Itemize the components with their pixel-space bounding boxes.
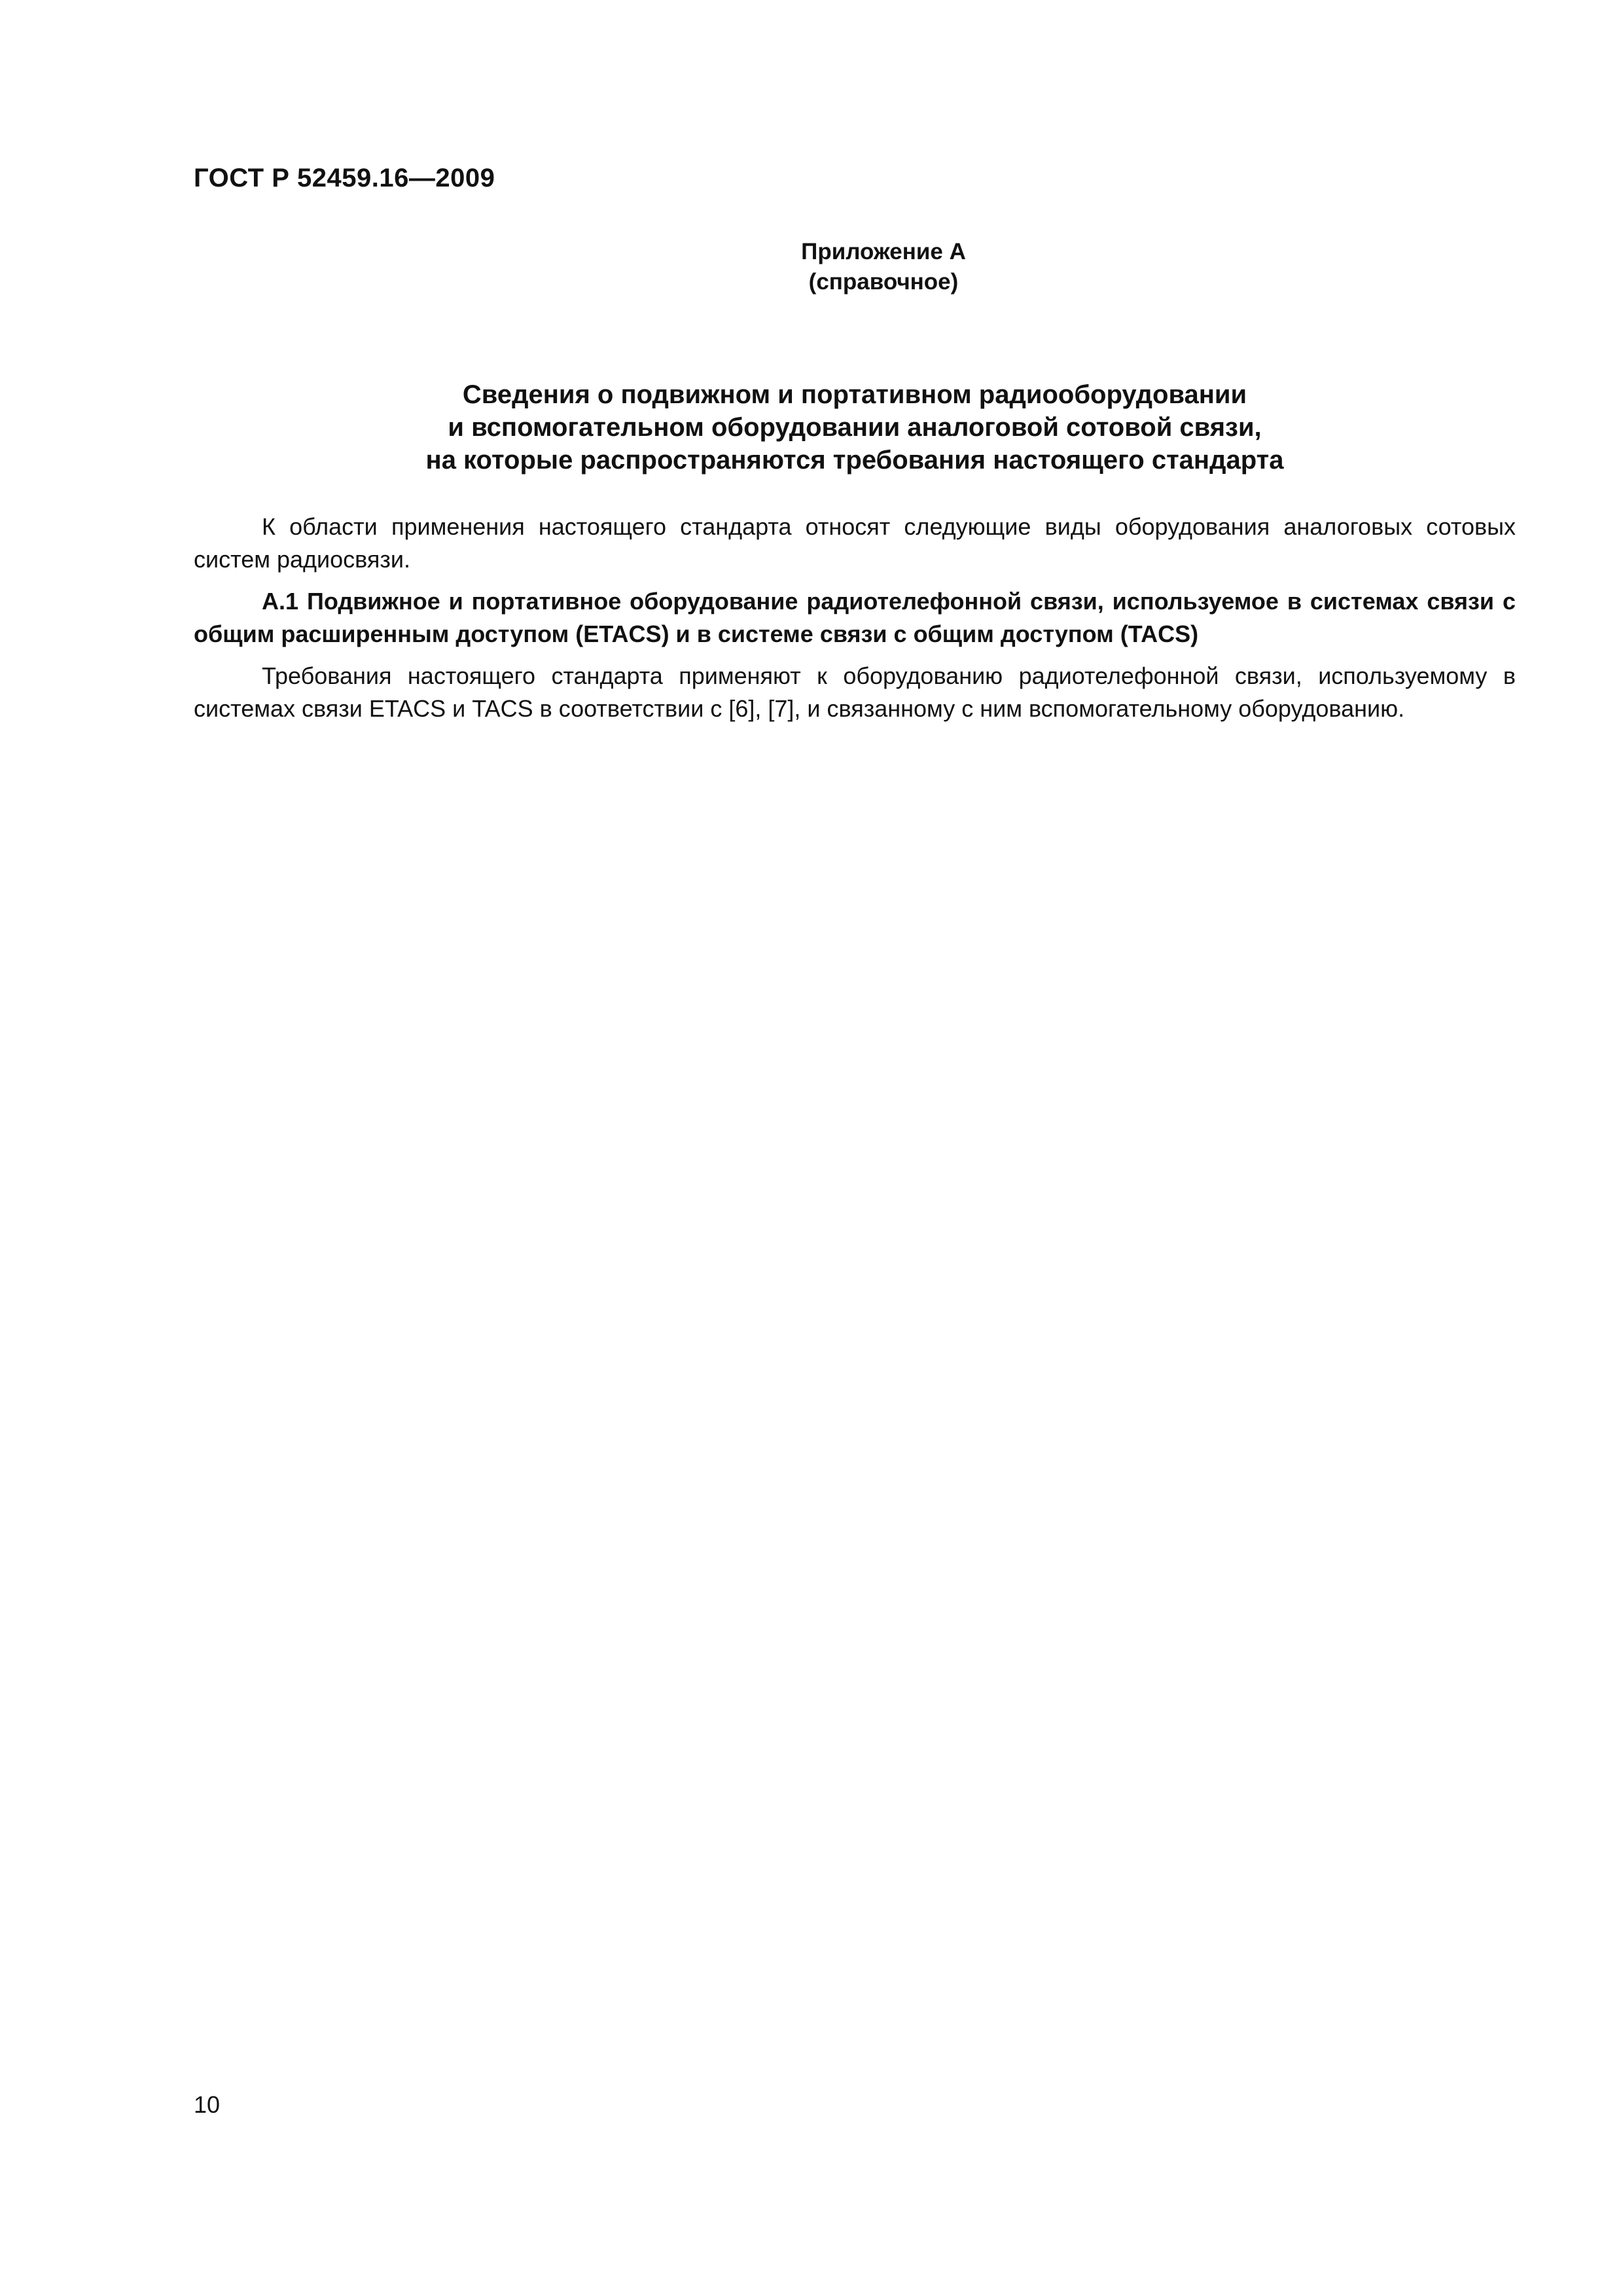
appendix-title xyxy=(194,378,1516,476)
appendix-type: (справочное) xyxy=(808,269,959,295)
standard-code-header: ГОСТ Р 52459.16—2009 xyxy=(194,164,495,192)
body-text xyxy=(194,511,1516,725)
intro-paragraph: К области применения настоящего стандарта относят следующие виды оборудования аналоговых сотовых систем радиосвязи. xyxy=(194,513,1516,573)
title-line-1: Сведения о подвижном и портативном радиооборудовании xyxy=(462,380,1247,409)
section-a1-heading: А.1 Подвижное и портативное оборудование радиотелефонной связи, используемое в системах связи с общим расширенным доступом (ETACS) и в системе связи с общим доступом (TACS) xyxy=(194,588,1516,647)
title-line-3: на которые распространяются требования настоящего стандарта xyxy=(425,446,1284,475)
appendix-label: Приложение А xyxy=(801,239,966,264)
title-line-2: и вспомогательном оборудовании аналоговой сотовой связи, xyxy=(448,413,1262,442)
appendix-heading xyxy=(720,237,1047,297)
section-a1-paragraph: Требования настоящего стандарта применяют к оборудованию радиотелефонной связи, используемому в системах связи ETACS и TACS в соответствии с [6], [7], и связанному с ним вспомогательному оборудованию. xyxy=(194,662,1516,722)
page-number: 10 xyxy=(194,2091,221,2118)
